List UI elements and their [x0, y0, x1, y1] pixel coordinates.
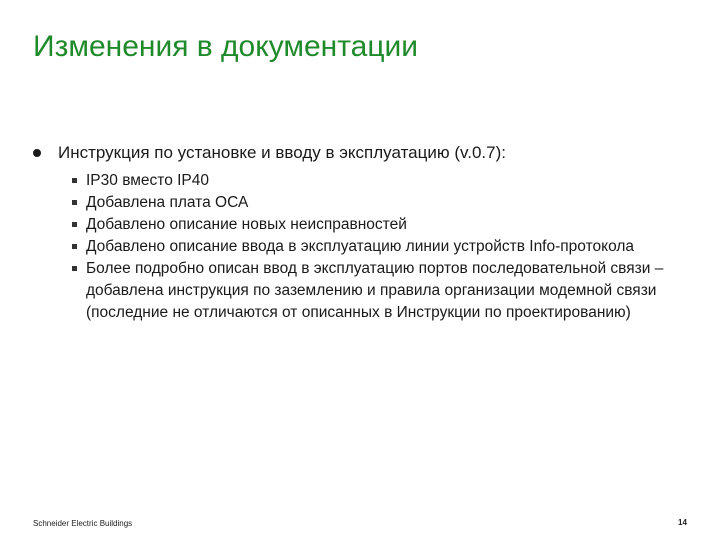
square-bullet-icon — [72, 244, 77, 249]
sub-bullet — [72, 192, 682, 214]
sub-bullet-text: Добавлена плата ОСА — [86, 194, 249, 211]
footer-company: Schneider Electric Buildings — [33, 519, 133, 528]
sub-bullet — [72, 214, 682, 236]
slide-title: Изменения в документации — [33, 30, 419, 63]
bullet-dot-icon — [33, 149, 41, 157]
sub-bullet — [72, 258, 682, 324]
square-bullet-icon — [72, 266, 77, 271]
sub-bullet — [72, 236, 682, 258]
page-number: 14 — [678, 518, 687, 527]
sub-bullet-text: Добавлено описание ввода в эксплуатацию линии устройств Info-протокола — [86, 238, 635, 255]
square-bullet-icon — [72, 178, 77, 183]
main-bullet — [33, 142, 506, 164]
sub-bullet-list — [72, 170, 682, 324]
sub-bullet-text: Более подробно описан ввод в эксплуатацию портов последовательной связи – добавлена инструкция по заземлению и правила организации модемной связи (последние не отличаются от описанных в Инструкции по проектированию) — [86, 260, 664, 321]
sub-bullet-text: Добавлено описание новых неисправностей — [86, 216, 407, 233]
sub-bullet-text: IP30 вместо IP40 — [86, 172, 210, 189]
main-bullet-text: Инструкция по установке и вводу в эксплуатацию (v.0.7): — [58, 143, 506, 162]
sub-bullet — [72, 170, 682, 192]
square-bullet-icon — [72, 222, 77, 227]
square-bullet-icon — [72, 200, 77, 205]
